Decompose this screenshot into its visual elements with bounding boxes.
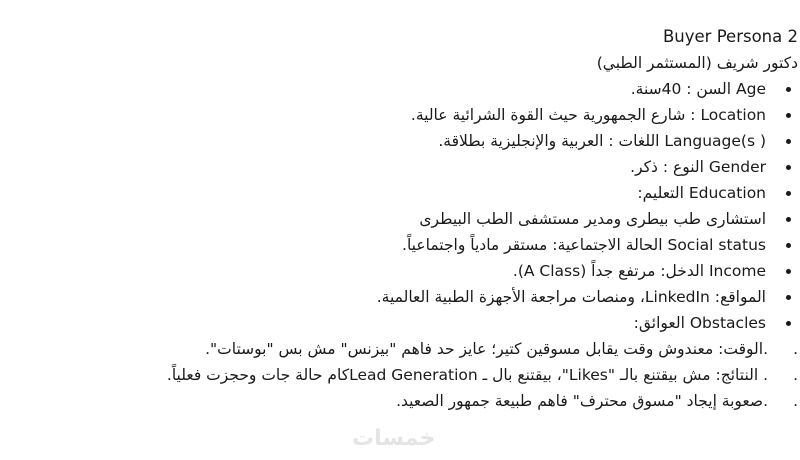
attribute-list bbox=[0, 76, 798, 336]
persona-subtitle: دكتور شريف (المستثمر الطبي) bbox=[596, 54, 798, 72]
attribute-languages: Language(s ) اللغات : العربية والإنجليزية بطلاقة. bbox=[0, 128, 798, 154]
attribute-income: Income الدخل: مرتفع جداً (A Class). bbox=[0, 258, 798, 284]
obstacle-results: . . النتائج: مش بيقتنع بالـ "Likes"، بيقتنع بال ـ Lead Generationكام حالة جات وحجزت فعلياً. bbox=[0, 362, 798, 388]
attribute-education: Education التعليم: bbox=[0, 180, 798, 206]
attribute-channels: المواقع: LinkedIn، ومنصات مراجعة الأجهزة الطبية العالمية. bbox=[0, 284, 798, 310]
attribute-age: Age السن : 40سنة. bbox=[0, 76, 798, 102]
attribute-gender: Gender النوع : ذكر. bbox=[0, 154, 798, 180]
obstacle-time: . .الوقت: معندوش وقت يقابل مسوقين كتير؛ عايز حد فاهم "بيزنس" مش بس "بوستات". bbox=[0, 336, 798, 362]
persona-title: Buyer Persona 2 bbox=[662, 27, 798, 46]
attribute-social-status: Social status الحالة الاجتماعية: مستقر مادياً واجتماعياً. bbox=[0, 232, 798, 258]
attribute-occupation: استشارى طب بيطرى ومدير مستشفى الطب البيطرى bbox=[0, 206, 798, 232]
attribute-obstacles: Obstacles العوائق: bbox=[0, 310, 798, 336]
obstacle-list bbox=[0, 336, 798, 414]
attribute-location: Location : شارع الجمهورية حيث القوة الشرائية عالية. bbox=[0, 102, 798, 128]
obstacle-marketer: . .صعوبة إيجاد "مسوق محترف" فاهم طبيعة جمهور الصعيد. bbox=[0, 388, 798, 414]
watermark-logo: خمسات bbox=[352, 426, 436, 451]
persona-document bbox=[0, 24, 800, 414]
